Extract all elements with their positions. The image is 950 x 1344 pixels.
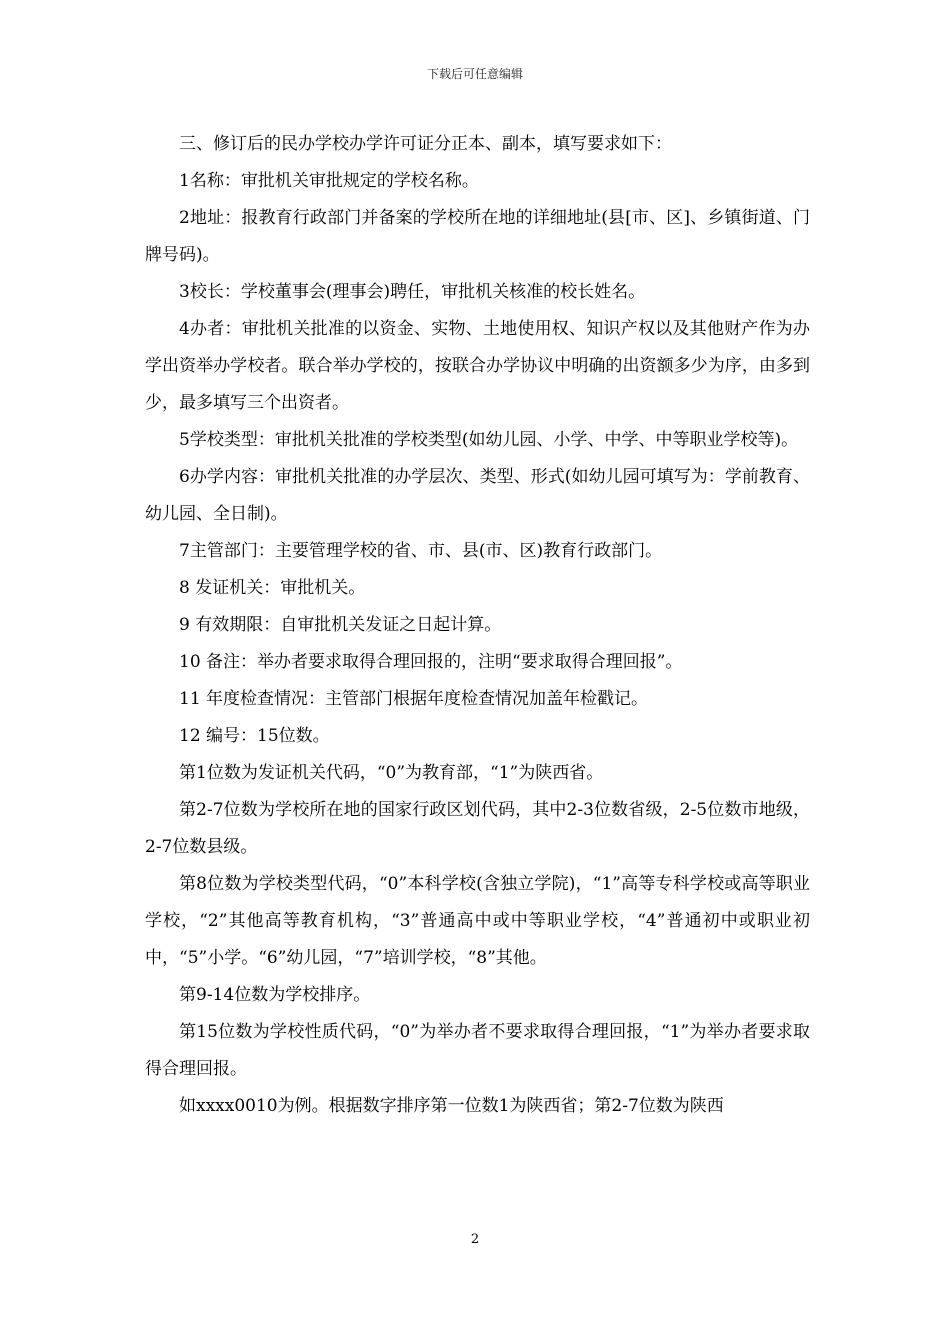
paragraph-item-3-principal: 3校长：学校董事会(理事会)聘任，审批机关核准的校长姓名。 [179,282,646,302]
paragraph-digit-15: 第15位数为学校性质代码，“0”为举办者不要求取得合理回报，“1”为举办者要求取得合理回报。 [145,1022,810,1079]
paragraph-item-1-name: 1名称：审批机关审批规定的学校名称。 [179,171,479,191]
paragraph-item-2-address: 2地址：报教育行政部门并备案的学校所在地的详细地址(县[市、区]、乡镇街道、门牌号码)。 [145,208,810,265]
paragraph-example: 如xxxx0010为例。根据数字排序第一位数1为陕西省；第2-7位数为陕西 [179,1096,724,1116]
paragraph-item-6-content: 6办学内容：审批机关批准的办学层次、类型、形式(如幼儿园可填写为：学前教育、幼儿园、全日制)。 [145,467,810,524]
paragraph-item-11-annual-check: 11 年度检查情况：主管部门根据年度检查情况加盖年检戳记。 [179,689,649,709]
page-header: 下载后可任意编辑 [426,67,523,81]
paragraph-item-10-remarks: 10 备注：举办者要求取得合理回报的，注明“要求取得合理回报”。 [179,652,683,672]
paragraph-item-7-department: 7主管部门：主要管理学校的省、市、县(市、区)教育行政部门。 [179,541,663,561]
document-body [145,126,810,1125]
paragraph-section-heading: 三、修订后的民办学校办学许可证分正本、副本，填写要求如下： [179,134,672,154]
paragraph-item-9-validity: 9 有效期限：自审批机关发证之日起计算。 [179,615,502,635]
paragraph-digit-9-14: 第9-14位数为学校排序。 [179,985,371,1005]
paragraph-item-5-school-type: 5学校类型：审批机关批准的学校类型(如幼儿园、小学、中学、中等职业学校等)。 [179,430,799,450]
paragraph-digit-8: 第8位数为学校类型代码，“0”本科学校(含独立学院)，“1”高等专科学校或高等职业学校，“2”其他高等教育机构，“3”普通高中或中等职业学校，“4”普通初中或职业初中，“5”小学。“6”幼儿园，“7”培训学校，“8”其他。 [145,874,810,968]
paragraph-item-4-founder: 4办者：审批机关批准的以资金、实物、土地使用权、知识产权以及其他财产作为办学出资举办学校者。联合举办学校的，按联合办学协议中明确的出资额多少为序，由多到少，最多填写三个出资者。 [145,319,810,413]
paragraph-item-12-number: 12 编号：15位数。 [179,726,330,746]
page-number: 2 [470,1232,480,1247]
paragraph-item-8-issuer: 8 发证机关：审批机关。 [179,578,366,598]
paragraph-digit-2-7: 第2-7位数为学校所在地的国家行政区划代码，其中2-3位数省级，2-5位数市地级，2-7位数县级。 [145,800,810,857]
paragraph-digit-1: 第1位数为发证机关代码，“0”为教育部，“1”为陕西省。 [179,763,604,783]
